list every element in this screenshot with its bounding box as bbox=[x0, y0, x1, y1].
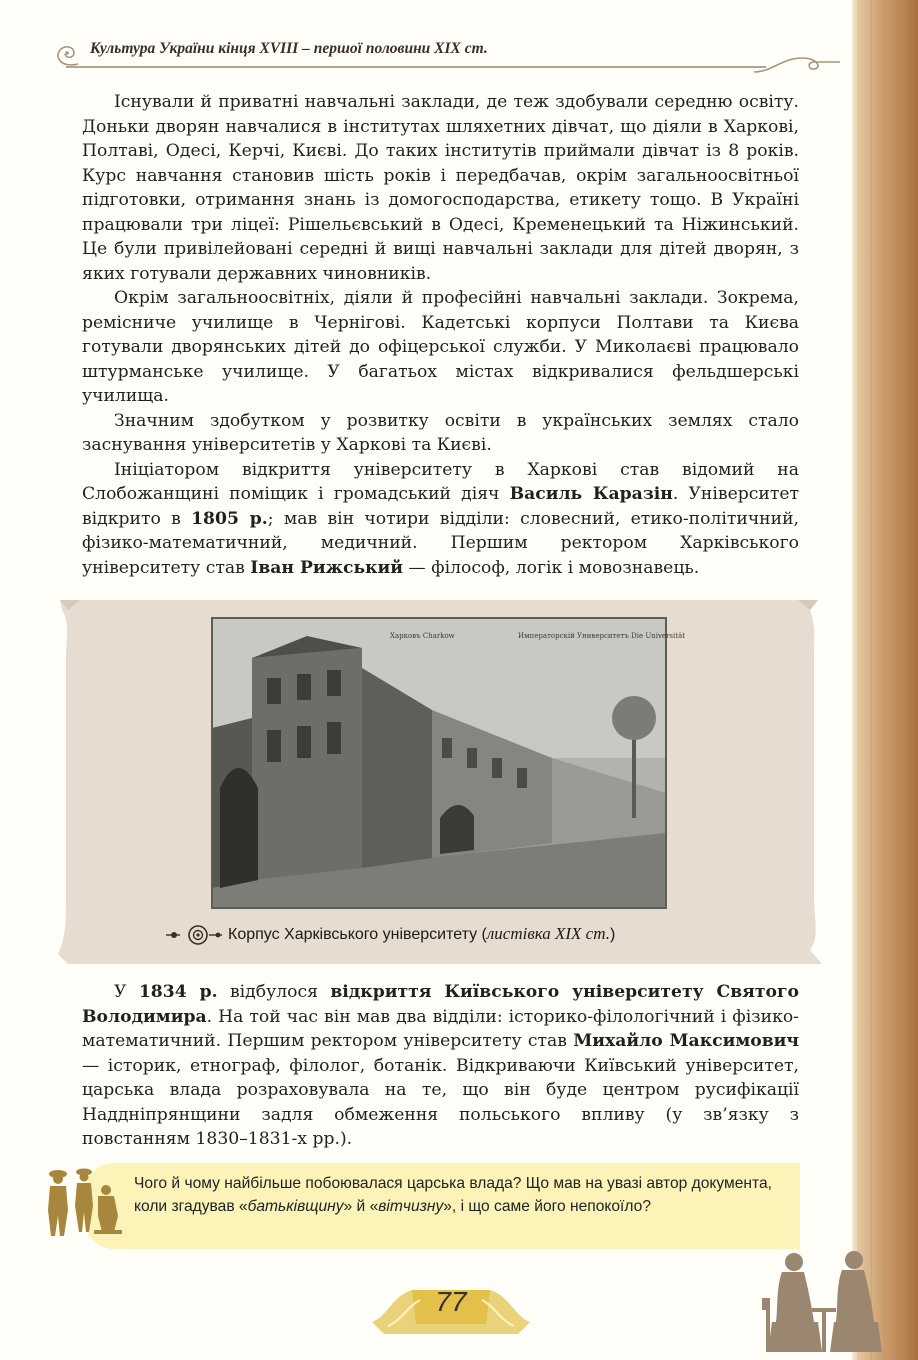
discussion-people-icon bbox=[36, 1160, 126, 1238]
paragraph bbox=[82, 458, 799, 581]
question-italic: вітчизну bbox=[378, 1198, 444, 1215]
bold-term: Михайло Максимович bbox=[573, 1031, 799, 1051]
question-run: » й « bbox=[343, 1198, 379, 1215]
caption-italic: листівка XIX ст. bbox=[486, 924, 610, 944]
bold-term: 1805 р. bbox=[191, 508, 268, 529]
question-text bbox=[134, 1172, 794, 1218]
cafe-scene-icon bbox=[756, 1248, 886, 1356]
main-text-top bbox=[82, 90, 799, 580]
caption-ornament-icon bbox=[164, 924, 224, 946]
bold-term: 1834 р. bbox=[138, 982, 218, 1002]
text-run: відбулося bbox=[217, 982, 331, 1002]
bold-term: відкриття Київського університету Святого Володимира bbox=[82, 982, 799, 1027]
caption-close: ) bbox=[609, 926, 616, 944]
header-swirl-icon bbox=[52, 42, 82, 68]
text-run: . На той час він мав два відділи: історико-філологічний і фізико-математичний. Першим ректором університету став bbox=[82, 1006, 799, 1051]
book-edge-decoration bbox=[852, 0, 918, 1360]
text-run: . Університет відкрито в bbox=[82, 484, 800, 529]
header-rule bbox=[66, 66, 766, 68]
text-run: Ініціатором відкриття університету в Харкові став відомий на Слобожанщині поміщик і громадський діяч bbox=[82, 459, 799, 504]
figure-caption bbox=[164, 924, 615, 946]
page-header bbox=[52, 38, 852, 78]
page-number: 77 bbox=[435, 1286, 467, 1317]
university-photo bbox=[212, 618, 686, 908]
text-run: ; мав він чотири відділи: словесний, етико-політичний, фізико-математичний, медичний. Першим ректором Харківського університету став bbox=[82, 508, 800, 578]
caption-text: Корпус Харківського університету ( bbox=[228, 926, 487, 944]
question-run: », і що саме його непокоїло? bbox=[443, 1198, 651, 1215]
paragraph bbox=[82, 286, 799, 409]
paragraph bbox=[82, 90, 799, 286]
photo-inscription-left: Харковъ Charkow bbox=[390, 632, 455, 640]
running-title: Культура України кінця XVIII – першої половини XIX ст. bbox=[90, 40, 488, 57]
bold-term: Іван Рижський bbox=[250, 557, 404, 578]
bold-term: Василь Каразін bbox=[509, 484, 673, 504]
paragraph bbox=[82, 980, 799, 1152]
page-number-badge bbox=[368, 1276, 534, 1338]
text-run: Окрім загальноосвітніх, діяли й професійні навчальні заклади. Зокрема, ремісниче училище в Чернігові. Кадетські корпуси Полтави та Києва готували дворянських дітей до офіцерської служби. У Миколаєві працювало штурманське училище. У багатьох містах відкривалися фельдшерські училища. bbox=[82, 288, 799, 406]
figure-panel bbox=[54, 598, 824, 968]
text-run: Існували й приватні навчальні заклади, де теж здобували середню освіту. Доньки дворян навчалися в інститутах шляхетних дівчат, що діяли в Харкові, Полтаві, Одесі, Керчі, Києві. До таких інститутів приймали дівчат із 8 років. Курс навчання становив шість років і передбачав, окрім загальноосвітньої підготовки, отримання знань із домогосподарства, етикету тощо. В Україні працювали три ліцеї: Рішельєвський в Одесі, Кременецький та Ніжинський. Це були привілейовані середні й вищі навчальні заклади для дітей дворян, з яких готували державних чиновників. bbox=[82, 92, 799, 284]
text-run: — історик, етнограф, філолог, ботанік. Відкриваючи Київський університет, царська влада розраховувала на те, що він буде центром русифікації Наддніпрянщини задля обмеження польського впливу (у зв’язку з повстанням 1830–1831-х рр.). bbox=[82, 1055, 799, 1149]
text-run: Значним здобутком у розвитку освіти в українських землях стало заснування університетів у Харкові та Києві. bbox=[82, 410, 799, 455]
main-text-bottom bbox=[82, 980, 799, 1152]
text-run: — філософ, логік і мовознавець. bbox=[403, 557, 700, 578]
paragraph bbox=[82, 409, 799, 458]
text-run: У bbox=[114, 982, 139, 1002]
header-swash-icon bbox=[752, 52, 842, 76]
photo-inscription-right: Императорскій Университетъ Die Universität bbox=[518, 632, 686, 640]
question-italic: батьківщину bbox=[247, 1198, 344, 1215]
question-run: Чого й чому найбільше побоювалася царська влада? Що мав на увазі автор документа, коли згадував « bbox=[134, 1175, 773, 1215]
